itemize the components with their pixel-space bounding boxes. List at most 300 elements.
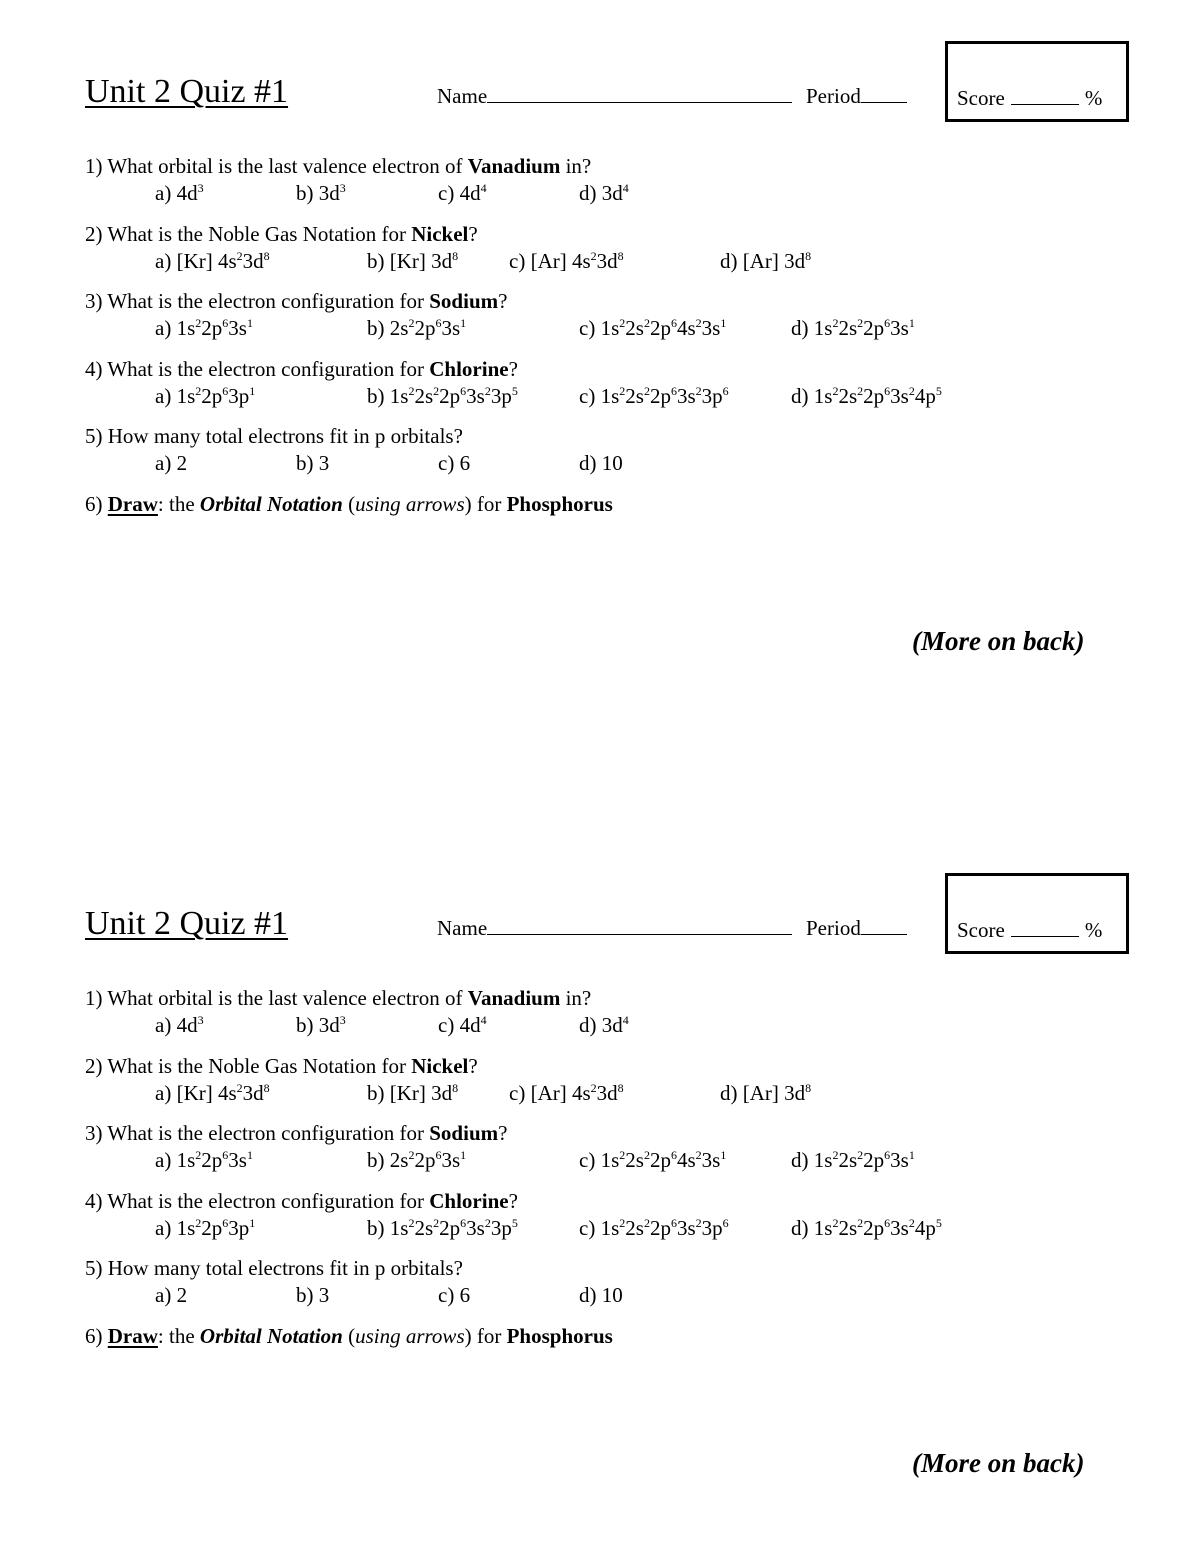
choice-a[interactable] (155, 179, 204, 207)
choice-b[interactable] (296, 179, 346, 207)
choice-term: [Kr] 4s (176, 1081, 237, 1105)
choice-term: 3p (701, 384, 723, 408)
question-text-end: ? (508, 357, 518, 381)
question-text-end: ? (468, 222, 478, 246)
choice-superscript: 6 (670, 1148, 677, 1162)
choice-a[interactable] (155, 1011, 204, 1039)
choice-letter: c) (579, 384, 601, 408)
choice-superscript: 6 (435, 316, 442, 330)
name-field[interactable] (437, 914, 792, 942)
choice-d[interactable] (791, 1146, 915, 1174)
question-text: 2) What is the Noble Gas Notation for (85, 1054, 412, 1078)
choice-superscript: 1 (246, 1148, 253, 1162)
choice-superscript: 2 (408, 1216, 415, 1230)
using-arrows-text: using arrows (355, 492, 465, 516)
choice-superscript: 6 (460, 384, 467, 398)
choice-term: 4d (176, 1013, 198, 1037)
choice-superscript: 2 (590, 1081, 597, 1095)
question-text-end: ? (498, 1121, 508, 1145)
choice-superscript: 8 (617, 249, 624, 263)
choice-letter: b) (367, 1148, 390, 1172)
choice-letter: c) (579, 1148, 601, 1172)
choice-letter: b) (367, 249, 390, 273)
choice-term: [Ar] 4s (530, 1081, 591, 1105)
question-element: Chlorine (429, 1189, 509, 1213)
choice-term: 3d (318, 181, 340, 205)
choice-superscript: 2 (433, 384, 440, 398)
choice-term: 3s (890, 316, 909, 340)
choice-superscript: 2 (695, 316, 702, 330)
choice-superscript: 8 (805, 1081, 812, 1095)
choice-letter: a) (155, 316, 177, 340)
question-element: Sodium (429, 289, 499, 313)
choice-term: 3s (466, 384, 485, 408)
choice-term: 2s (389, 1148, 409, 1172)
choice-term: 3s (701, 1148, 721, 1172)
choice-term: 2p (649, 384, 671, 408)
score-label: Score (957, 86, 1005, 110)
choice-b[interactable] (367, 1079, 458, 1107)
choice-superscript: 2 (857, 316, 864, 330)
question-element: Vanadium (467, 154, 561, 178)
choice-letter: d) (720, 1081, 743, 1105)
choice-term: 2p (439, 1216, 461, 1240)
choice-term: 6 (459, 451, 471, 475)
choice-term: 3d (601, 181, 623, 205)
choice-letter: b) (367, 1081, 390, 1105)
choice-term: 3d (318, 1013, 340, 1037)
question-text: 3) What is the electron configuration for (85, 1121, 430, 1145)
choice-term: 2p (414, 1148, 436, 1172)
choice-d[interactable] (579, 1281, 623, 1309)
name-blank-line[interactable] (487, 82, 792, 103)
choice-term: 1s (813, 316, 833, 340)
choice-letter: c) (438, 181, 460, 205)
choice-superscript: 2 (832, 384, 839, 398)
question-5 (85, 422, 463, 450)
question-3 (85, 287, 507, 315)
question-element: Sodium (429, 1121, 499, 1145)
draw-number: 6) (85, 1324, 108, 1348)
choice-b[interactable] (367, 247, 458, 275)
choice-term: 2p (201, 1216, 223, 1240)
choice-superscript: 2 (195, 384, 202, 398)
choice-letter: d) (791, 1148, 814, 1172)
quiz-copy-top (0, 0, 1200, 700)
period-field[interactable] (806, 82, 907, 110)
choice-superscript: 6 (884, 1216, 891, 1230)
choice-term: 3s (890, 1216, 909, 1240)
choice-a[interactable] (155, 1146, 253, 1174)
choice-a[interactable] (155, 449, 187, 477)
question-element: Chlorine (429, 357, 509, 381)
choice-term: 1s (600, 1216, 620, 1240)
choices-q3 (0, 1146, 1200, 1174)
choice-letter: b) (296, 1283, 319, 1307)
choice-a[interactable] (155, 1214, 255, 1242)
choice-d[interactable] (791, 1214, 942, 1242)
question-text: 3) What is the electron configuration for (85, 289, 430, 313)
quiz-title: Unit 2 Quiz #1 (85, 73, 289, 110)
choice-superscript: 2 (408, 1148, 415, 1162)
choice-letter: b) (296, 181, 319, 205)
choice-term: 2p (649, 1148, 671, 1172)
choice-term: 2p (439, 384, 461, 408)
choice-term: 2s (414, 384, 434, 408)
choice-term: 1s (813, 1216, 833, 1240)
choice-d[interactable] (720, 247, 811, 275)
choice-a[interactable] (155, 314, 253, 342)
name-field[interactable] (437, 82, 792, 110)
choice-superscript: 8 (617, 1081, 624, 1095)
choice-superscript: 2 (857, 1148, 864, 1162)
choice-b[interactable] (367, 382, 518, 410)
period-blank-line[interactable] (861, 914, 907, 935)
question-text: 5) How many total electrons fit in p orbitals? (85, 424, 463, 448)
choice-term: 4d (459, 181, 481, 205)
choice-superscript: 2 (236, 1081, 243, 1095)
choice-term: 2s (389, 316, 409, 340)
choice-b[interactable] (367, 1214, 518, 1242)
choice-term: 3p (701, 1216, 723, 1240)
choice-letter: a) (155, 1081, 177, 1105)
orbital-notation-text: Orbital Notation (199, 492, 343, 516)
choice-superscript: 1 (249, 384, 256, 398)
choice-term: 2s (838, 1216, 858, 1240)
choice-term: 1s (176, 1216, 196, 1240)
choice-term: 3p (228, 1216, 250, 1240)
choice-term: 3s (228, 316, 247, 340)
period-label: Period (806, 916, 861, 940)
choice-term: 3s (676, 1216, 696, 1240)
choice-term: 4d (459, 1013, 481, 1037)
draw-paren-close: ) for (464, 1324, 507, 1348)
choice-superscript: 6 (222, 316, 229, 330)
choice-letter: d) (579, 1013, 602, 1037)
choice-letter: c) (509, 1081, 531, 1105)
question-text: 1) What orbital is the last valence electron of (85, 154, 468, 178)
choice-superscript: 2 (408, 316, 415, 330)
choice-a[interactable] (155, 1079, 270, 1107)
choice-superscript: 8 (452, 249, 459, 263)
choice-b[interactable] (367, 1146, 466, 1174)
choice-superscript: 6 (222, 1148, 229, 1162)
choice-term: 2s (625, 384, 644, 408)
choice-c[interactable] (438, 179, 487, 207)
choice-term: 3d (242, 249, 264, 273)
choice-c[interactable] (438, 449, 470, 477)
choice-letter: d) (791, 384, 814, 408)
choice-term: 2 (176, 451, 188, 475)
choice-term: 2s (625, 1216, 644, 1240)
choice-d[interactable] (791, 314, 915, 342)
question-text: 1) What orbital is the last valence electron of (85, 986, 468, 1010)
choice-superscript: 2 (619, 384, 626, 398)
choice-superscript: 6 (884, 1148, 891, 1162)
choice-superscript: 6 (222, 384, 229, 398)
choice-superscript: 1 (460, 1148, 467, 1162)
choice-term: 2s (838, 316, 858, 340)
question-6-draw (85, 1322, 613, 1350)
choices-q1 (0, 179, 1200, 207)
choice-superscript: 2 (484, 1216, 491, 1230)
choice-term: 3s (228, 1148, 247, 1172)
choice-d[interactable] (720, 1079, 811, 1107)
choice-b[interactable] (367, 314, 466, 342)
question-text: 2) What is the Noble Gas Notation for (85, 222, 412, 246)
choice-superscript: 2 (832, 316, 839, 330)
choice-term: 1s (176, 384, 196, 408)
choice-c[interactable] (579, 314, 726, 342)
choice-letter: a) (155, 451, 177, 475)
choice-superscript: 8 (263, 249, 270, 263)
choice-term: 1s (176, 1148, 196, 1172)
choice-term: 3 (318, 1283, 330, 1307)
question-text: 4) What is the electron configuration for (85, 357, 430, 381)
choice-letter: c) (438, 1013, 460, 1037)
choice-term: 1s (813, 384, 833, 408)
draw-word: Draw (107, 1324, 158, 1348)
question-text-end: ? (508, 1189, 518, 1213)
choice-term: 6 (459, 1283, 471, 1307)
score-percent: % (1084, 86, 1103, 110)
choice-letter: c) (438, 451, 460, 475)
choice-b[interactable] (296, 449, 329, 477)
draw-element: Phosphorus (506, 1324, 613, 1348)
choice-b[interactable] (296, 1281, 329, 1309)
name-label: Name (437, 916, 488, 940)
choice-term: 3s (890, 1148, 909, 1172)
choice-a[interactable] (155, 1281, 187, 1309)
choice-term: [Kr] 4s (176, 249, 237, 273)
choices-q5 (0, 1281, 1200, 1309)
choice-letter: c) (509, 249, 531, 273)
choice-term: 4s (676, 316, 696, 340)
choice-term: 4d (176, 181, 198, 205)
choice-superscript: 6 (460, 1216, 467, 1230)
choice-superscript: 6 (222, 1216, 229, 1230)
choice-term: 1s (600, 384, 620, 408)
choice-superscript: 2 (832, 1148, 839, 1162)
score-blank-line[interactable] (1011, 916, 1079, 937)
choice-term: 2p (863, 384, 885, 408)
choice-superscript: 2 (695, 1216, 702, 1230)
choice-superscript: 4 (480, 1013, 487, 1027)
choice-superscript: 3 (197, 181, 204, 195)
choice-superscript: 1 (246, 316, 253, 330)
choice-superscript: 2 (236, 249, 243, 263)
choice-d[interactable] (579, 179, 629, 207)
choice-superscript: 2 (832, 1216, 839, 1230)
draw-paren-open: ( (342, 492, 356, 516)
choices-q4 (0, 382, 1200, 410)
choice-term: 3s (890, 384, 909, 408)
choice-superscript: 6 (884, 316, 891, 330)
choice-term: 2s (625, 316, 644, 340)
choice-letter: d) (579, 181, 602, 205)
choice-d[interactable] (579, 1011, 629, 1039)
choice-letter: d) (720, 249, 743, 273)
draw-paren-open: ( (342, 1324, 356, 1348)
choice-superscript: 6 (670, 1216, 677, 1230)
choice-term: 1s (813, 1148, 833, 1172)
score-blank-line[interactable] (1011, 84, 1079, 105)
choice-superscript: 5 (935, 384, 942, 398)
choice-term: 1s (600, 1148, 620, 1172)
choice-term: 4p (914, 384, 936, 408)
period-blank-line[interactable] (861, 82, 907, 103)
choice-superscript: 2 (857, 1216, 864, 1230)
quiz-title: Unit 2 Quiz #1 (85, 905, 289, 942)
choice-superscript: 6 (722, 384, 729, 398)
choice-superscript: 1 (249, 1216, 256, 1230)
choice-superscript: 5 (935, 1216, 942, 1230)
choice-c[interactable] (579, 1214, 729, 1242)
choice-term: [Ar] 3d (742, 1081, 806, 1105)
choice-d[interactable] (791, 382, 942, 410)
choice-superscript: 2 (643, 1216, 650, 1230)
choice-superscript: 1 (720, 316, 727, 330)
choice-superscript: 2 (857, 384, 864, 398)
question-text: 4) What is the electron configuration for (85, 1189, 430, 1213)
period-label: Period (806, 84, 861, 108)
choice-superscript: 6 (670, 384, 677, 398)
choice-superscript: 6 (884, 384, 891, 398)
choice-superscript: 1 (908, 316, 915, 330)
choice-superscript: 2 (619, 1148, 626, 1162)
choice-term: 2p (201, 1148, 223, 1172)
score-label: Score (957, 918, 1005, 942)
choice-superscript: 6 (722, 1216, 729, 1230)
choice-term: 2p (414, 316, 436, 340)
choice-term: 2s (838, 384, 858, 408)
choice-letter: c) (579, 1216, 601, 1240)
choice-superscript: 2 (590, 249, 597, 263)
choices-q5 (0, 449, 1200, 477)
choice-a[interactable] (155, 247, 270, 275)
choice-c[interactable] (579, 1146, 726, 1174)
choice-term: 3p (490, 384, 512, 408)
draw-text: : the (157, 492, 200, 516)
draw-word: Draw (107, 492, 158, 516)
question-2 (85, 220, 478, 248)
choice-term: 1s (389, 1216, 409, 1240)
question-2 (85, 1052, 478, 1080)
choice-c[interactable] (579, 382, 729, 410)
choice-letter: c) (579, 316, 601, 340)
question-text-end: in? (560, 986, 592, 1010)
choice-term: 2p (649, 1216, 671, 1240)
choice-letter: a) (155, 384, 177, 408)
choice-term: 2p (201, 384, 223, 408)
choices-q2 (0, 247, 1200, 275)
choices-q4 (0, 1214, 1200, 1242)
choice-superscript: 2 (643, 316, 650, 330)
choice-letter: d) (579, 1283, 602, 1307)
choice-term: 3d (601, 1013, 623, 1037)
choice-superscript: 8 (452, 1081, 459, 1095)
score-percent: % (1084, 918, 1103, 942)
name-label: Name (437, 84, 488, 108)
choice-superscript: 2 (908, 384, 915, 398)
choice-letter: a) (155, 1283, 177, 1307)
question-5 (85, 1254, 463, 1282)
choices-q1 (0, 1011, 1200, 1039)
choice-superscript: 6 (435, 1148, 442, 1162)
choice-c[interactable] (438, 1281, 470, 1309)
choice-c[interactable] (438, 1011, 487, 1039)
choice-superscript: 1 (908, 1148, 915, 1162)
score-box (945, 41, 1129, 122)
choice-superscript: 2 (908, 1216, 915, 1230)
choice-letter: b) (296, 1013, 319, 1037)
choice-term: 4p (914, 1216, 936, 1240)
choice-term: [Ar] 4s (530, 249, 591, 273)
question-6-draw (85, 490, 613, 518)
choice-letter: c) (438, 1283, 460, 1307)
choice-superscript: 3 (339, 1013, 346, 1027)
question-4 (85, 355, 518, 383)
choice-letter: d) (791, 1216, 814, 1240)
choice-superscript: 8 (263, 1081, 270, 1095)
question-4 (85, 1187, 518, 1215)
choice-term: 2s (414, 1216, 434, 1240)
choice-superscript: 2 (695, 384, 702, 398)
choice-b[interactable] (296, 1011, 346, 1039)
choice-c[interactable] (509, 247, 624, 275)
choice-superscript: 4 (480, 181, 487, 195)
choice-term: 2s (838, 1148, 858, 1172)
question-1 (85, 152, 591, 180)
choice-superscript: 3 (339, 181, 346, 195)
choice-term: 2p (649, 316, 671, 340)
choice-term: 3p (490, 1216, 512, 1240)
choice-superscript: 4 (622, 1013, 629, 1027)
question-element: Vanadium (467, 986, 561, 1010)
orbital-notation-text: Orbital Notation (199, 1324, 343, 1348)
choices-q2 (0, 1079, 1200, 1107)
choice-superscript: 2 (619, 316, 626, 330)
question-3 (85, 1119, 507, 1147)
choice-superscript: 3 (197, 1013, 204, 1027)
question-1 (85, 984, 591, 1012)
choice-a[interactable] (155, 382, 255, 410)
choice-term: 3s (701, 316, 721, 340)
period-field[interactable] (806, 914, 907, 942)
name-blank-line[interactable] (487, 914, 792, 935)
choice-term: 2 (176, 1283, 188, 1307)
choice-term: [Kr] 3d (389, 1081, 453, 1105)
choices-q3 (0, 314, 1200, 342)
draw-number: 6) (85, 492, 108, 516)
more-on-back: (More on back) (912, 1448, 1085, 1478)
question-element: Nickel (411, 1054, 469, 1078)
choice-superscript: 5 (511, 1216, 518, 1230)
choice-letter: b) (367, 384, 390, 408)
choice-superscript: 6 (670, 316, 677, 330)
choice-term: 1s (176, 316, 196, 340)
choice-term: 2p (863, 316, 885, 340)
choice-d[interactable] (579, 449, 623, 477)
choice-superscript: 2 (195, 1216, 202, 1230)
choice-superscript: 2 (695, 1148, 702, 1162)
question-text-end: ? (468, 1054, 478, 1078)
choice-term: 2p (201, 316, 223, 340)
choice-term: 3d (596, 1081, 618, 1105)
choice-term: 3 (318, 451, 330, 475)
choice-c[interactable] (509, 1079, 624, 1107)
choice-term: 2s (625, 1148, 644, 1172)
